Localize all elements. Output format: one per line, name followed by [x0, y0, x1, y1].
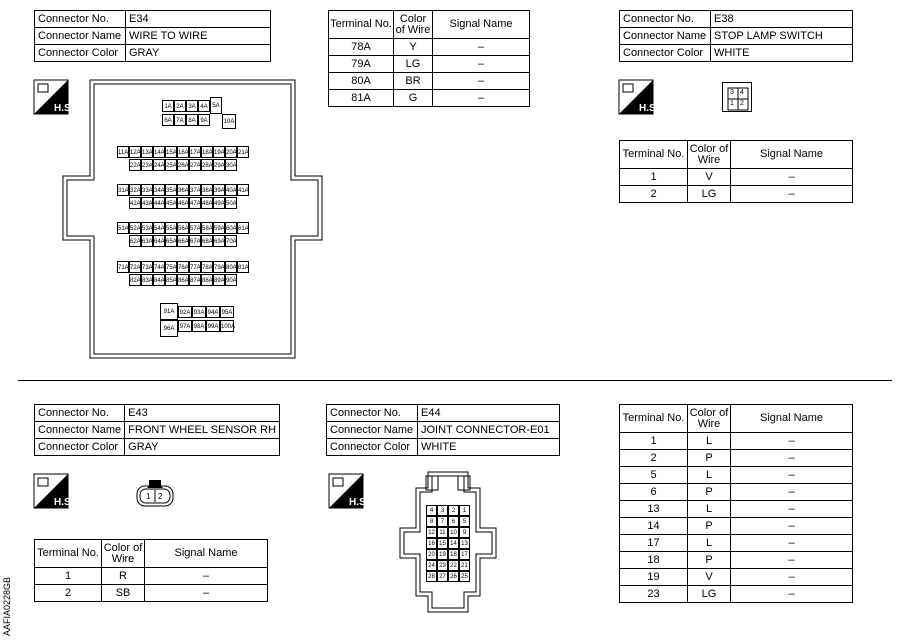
pin-label: 79A	[213, 261, 225, 273]
e38-connector-color: WHITE	[711, 45, 853, 62]
terminal-no-header: Terminal No.	[620, 405, 688, 433]
pin-label: 75A	[165, 261, 177, 273]
svg-text:H.S.: H.S.	[54, 103, 74, 114]
pin-label: 10	[448, 527, 459, 538]
terminal-no: 17	[620, 535, 688, 552]
pin-label: 16A	[177, 146, 189, 158]
pin-label: 83A	[141, 274, 153, 286]
pin-label: 45A	[165, 197, 177, 209]
e43-info-table	[34, 404, 280, 456]
pin-label: 72A	[129, 261, 141, 273]
terminal-row	[329, 73, 530, 90]
terminal-color: LG	[394, 56, 433, 73]
pin-label: 14A	[153, 146, 165, 158]
e34-info-table	[34, 10, 271, 62]
e44-info-table	[326, 404, 560, 456]
e38-connector-no: E38	[711, 11, 853, 28]
pin-label: 3	[437, 505, 448, 516]
pin-label: 52A	[129, 222, 141, 234]
pin-label: 1	[730, 100, 734, 107]
terminal-color: P	[688, 450, 731, 467]
terminal-no: 13	[620, 501, 688, 518]
label: Connector No.	[35, 11, 126, 28]
terminal-signal: –	[731, 169, 853, 186]
label: Connector Name	[35, 28, 126, 45]
pin-label: 47A	[189, 197, 201, 209]
terminal-signal: –	[433, 73, 530, 90]
pin-label: 59A	[213, 222, 225, 234]
pin-label: 42A	[129, 197, 141, 209]
terminal-no: 19	[620, 569, 688, 586]
pin-label: 14	[448, 538, 459, 549]
terminal-no: 80A	[329, 73, 394, 90]
color-of-wire-header: Color of Wire	[102, 540, 145, 568]
pin-label: 37A	[189, 184, 201, 196]
pin-label: 17A	[189, 146, 201, 158]
terminal-row	[620, 535, 853, 552]
label: Connector Name	[327, 422, 418, 439]
terminal-signal: –	[731, 569, 853, 586]
pin-label: 28	[426, 571, 437, 582]
pin-label: 36A	[177, 184, 189, 196]
pin-label: 39A	[213, 184, 225, 196]
terminal-signal: –	[433, 90, 530, 107]
pin-label: 30A	[225, 159, 237, 171]
e44-connector-name: JOINT CONNECTOR-E01	[418, 422, 560, 439]
terminal-signal: –	[731, 552, 853, 569]
terminal-row	[620, 501, 853, 518]
pin-label: 7A	[174, 114, 186, 126]
terminal-row	[329, 39, 530, 56]
label: Connector No.	[620, 11, 711, 28]
pin-label: 97A	[178, 320, 192, 332]
terminal-no: 1	[35, 568, 102, 585]
e44-connector-no: E44	[418, 405, 560, 422]
pin-label: 94A	[206, 306, 220, 318]
pin-label: 80A	[225, 261, 237, 273]
pin-label: 43A	[141, 197, 153, 209]
pin-label: 1A	[162, 100, 174, 112]
color-of-wire-header: Color of Wire	[394, 11, 433, 39]
e43-terminal-table	[34, 539, 268, 602]
label: Connector Color	[35, 439, 125, 456]
pin-label: 78A	[201, 261, 213, 273]
pin-label: 2A	[174, 100, 186, 112]
terminal-signal: –	[731, 433, 853, 450]
pin-label: 23A	[141, 159, 153, 171]
e43-connector-color: GRAY	[125, 439, 280, 456]
pin-label: 5A	[210, 97, 222, 114]
terminal-color: L	[688, 535, 731, 552]
terminal-row	[620, 484, 853, 501]
terminal-color: BR	[394, 73, 433, 90]
pin-label: 3	[730, 89, 734, 96]
pin-label: 99A	[206, 320, 220, 332]
terminal-color: P	[688, 552, 731, 569]
pin-label: 96A	[160, 320, 178, 337]
pin-label: 92A	[178, 306, 192, 318]
terminal-no: 2	[620, 186, 688, 203]
pin-label: 48A	[201, 197, 213, 209]
label: Connector Name	[620, 28, 711, 45]
pin-label: 13A	[141, 146, 153, 158]
e38-terminal-table	[619, 140, 853, 203]
pin-label: 53A	[141, 222, 153, 234]
terminal-color: SB	[102, 585, 145, 602]
pin-label: 51A	[117, 222, 129, 234]
pin-label: 64A	[153, 235, 165, 247]
pin-label: 12	[426, 527, 437, 538]
pin-label: 55A	[165, 222, 177, 234]
terminal-color: P	[688, 484, 731, 501]
pin-label: 71A	[117, 261, 129, 273]
terminal-signal: –	[731, 467, 853, 484]
terminal-color: L	[688, 467, 731, 484]
svg-text:H.S.: H.S.	[639, 103, 659, 114]
pin-label: 49A	[213, 197, 225, 209]
pin-label: 8A	[186, 114, 198, 126]
label: Connector Name	[35, 422, 125, 439]
pin-label: 46A	[177, 197, 189, 209]
label: Connector No.	[35, 405, 125, 422]
pin-label: 4	[740, 89, 744, 96]
terminal-no: 79A	[329, 56, 394, 73]
terminal-color: P	[688, 518, 731, 535]
e43-connector-no: E43	[125, 405, 280, 422]
hs-icon	[329, 474, 369, 508]
terminal-signal: –	[145, 568, 268, 585]
pin-label: 6A	[162, 114, 174, 126]
terminal-color: LG	[688, 186, 731, 203]
pin-label: 15A	[165, 146, 177, 158]
label: Connector Color	[35, 45, 126, 62]
pin-label: 58A	[201, 222, 213, 234]
pin-label: 27A	[189, 159, 201, 171]
pin-label: 68A	[201, 235, 213, 247]
pin-label: 73A	[141, 261, 153, 273]
pin-label: 7	[437, 516, 448, 527]
pin-label: 34A	[153, 184, 165, 196]
pin-label: 81A	[237, 261, 249, 273]
terminal-color: G	[394, 90, 433, 107]
label: Connector Color	[327, 439, 418, 456]
terminal-no: 78A	[329, 39, 394, 56]
svg-text:H.S.: H.S.	[54, 497, 74, 508]
terminal-signal: –	[433, 56, 530, 73]
pin-label: 70A	[225, 235, 237, 247]
terminal-signal: –	[731, 186, 853, 203]
pin-label: 77A	[189, 261, 201, 273]
pin-label: 28A	[201, 159, 213, 171]
terminal-no: 18	[620, 552, 688, 569]
pin-label: 61A	[237, 222, 249, 234]
pin-label: 93A	[192, 306, 206, 318]
pin-label: 60A	[225, 222, 237, 234]
e44-terminal-table	[619, 404, 853, 603]
pin-label: 22	[448, 560, 459, 571]
pin-label: 9A	[198, 114, 210, 126]
terminal-no-header: Terminal No.	[329, 11, 394, 39]
terminal-row	[620, 518, 853, 535]
e44-connector-diagram	[396, 468, 500, 616]
pin-label: 9	[459, 527, 470, 538]
terminal-no: 1	[620, 169, 688, 186]
pin-label: 40A	[225, 184, 237, 196]
pin-label: 57A	[189, 222, 201, 234]
pin-label: 63A	[141, 235, 153, 247]
pin-label: 38A	[201, 184, 213, 196]
pin-label: 21A	[237, 146, 249, 158]
pin-label: 16	[426, 538, 437, 549]
label: Connector Color	[620, 45, 711, 62]
pin-label: 88A	[201, 274, 213, 286]
pin-label: 33A	[141, 184, 153, 196]
pin-label: 50A	[225, 197, 237, 209]
pin-label: 8	[426, 516, 437, 527]
pin-label: 35A	[165, 184, 177, 196]
pin-label: 27	[437, 571, 448, 582]
terminal-color: V	[688, 169, 731, 186]
terminal-no: 81A	[329, 90, 394, 107]
pin-label: 26A	[177, 159, 189, 171]
e43-connector-diagram	[135, 476, 175, 508]
pin-label: 54A	[153, 222, 165, 234]
pin-label: 4A	[198, 100, 210, 112]
terminal-color: LG	[688, 586, 731, 603]
terminal-signal: –	[731, 518, 853, 535]
pin-label: 19A	[213, 146, 225, 158]
terminal-row	[620, 186, 853, 203]
section-divider	[18, 380, 892, 381]
label: Connector No.	[327, 405, 418, 422]
terminal-no-header: Terminal No.	[620, 141, 688, 169]
pin-label: 31A	[117, 184, 129, 196]
hs-icon	[34, 474, 74, 508]
pin-label: 65A	[165, 235, 177, 247]
terminal-signal: –	[731, 484, 853, 501]
pin-label: 19	[437, 549, 448, 560]
pin-label: 2	[448, 505, 459, 516]
signal-name-header: Signal Name	[731, 405, 853, 433]
terminal-color: R	[102, 568, 145, 585]
pin-label: 13	[459, 538, 470, 549]
figure-id: AAFIA0228GB	[2, 576, 12, 636]
pin-label: 90A	[225, 274, 237, 286]
pin-label: 26	[448, 571, 459, 582]
pin-label: 66A	[177, 235, 189, 247]
terminal-no-header: Terminal No.	[35, 540, 102, 568]
terminal-no: 23	[620, 586, 688, 603]
terminal-row	[620, 467, 853, 484]
terminal-color: Y	[394, 39, 433, 56]
pin-label: 1	[146, 492, 151, 501]
pin-label: 11A	[117, 146, 129, 158]
signal-name-header: Signal Name	[433, 11, 530, 39]
e34-connector-diagram	[60, 80, 326, 360]
pin-label: 1	[459, 505, 470, 516]
e43-connector-name: FRONT WHEEL SENSOR RH	[125, 422, 280, 439]
hs-icon	[619, 80, 659, 114]
pin-label: 95A	[220, 306, 234, 318]
terminal-no: 14	[620, 518, 688, 535]
e34-connector-name: WIRE TO WIRE	[126, 28, 271, 45]
terminal-no: 2	[35, 585, 102, 602]
terminal-signal: –	[731, 501, 853, 518]
pin-label: 62A	[129, 235, 141, 247]
signal-name-header: Signal Name	[731, 141, 853, 169]
pin-label: 29A	[213, 159, 225, 171]
pin-label: 15	[437, 538, 448, 549]
svg-text:H.S.: H.S.	[349, 497, 369, 508]
pin-label: 32A	[129, 184, 141, 196]
pin-label: 76A	[177, 261, 189, 273]
pin-label: 84A	[153, 274, 165, 286]
pin-label: 20A	[225, 146, 237, 158]
pin-label: 18A	[201, 146, 213, 158]
terminal-no: 2	[620, 450, 688, 467]
terminal-signal: –	[731, 450, 853, 467]
pin-label: 2	[740, 100, 744, 107]
pin-label: 21	[459, 560, 470, 571]
terminal-row	[620, 450, 853, 467]
pin-label: 74A	[153, 261, 165, 273]
terminal-row	[329, 56, 530, 73]
e34-terminal-table	[328, 10, 530, 107]
pin-label: 25	[459, 571, 470, 582]
terminal-color: V	[688, 569, 731, 586]
pin-label: 10A	[222, 114, 236, 129]
e44-connector-color: WHITE	[418, 439, 560, 456]
pin-label: 100A	[220, 320, 234, 332]
pin-label: 89A	[213, 274, 225, 286]
terminal-row	[329, 90, 530, 107]
terminal-row	[35, 585, 268, 602]
terminal-signal: –	[731, 535, 853, 552]
pin-label: 20	[426, 549, 437, 560]
pin-label: 22A	[129, 159, 141, 171]
pin-label: 44A	[153, 197, 165, 209]
terminal-row	[620, 169, 853, 186]
e34-connector-color: GRAY	[126, 45, 271, 62]
terminal-no: 6	[620, 484, 688, 501]
pin-label: 24A	[153, 159, 165, 171]
terminal-row	[620, 586, 853, 603]
pin-label: 18	[448, 549, 459, 560]
terminal-row	[35, 568, 268, 585]
pin-label: 17	[459, 549, 470, 560]
terminal-row	[620, 433, 853, 450]
signal-name-header: Signal Name	[145, 540, 268, 568]
terminal-signal: –	[731, 586, 853, 603]
pin-label: 85A	[165, 274, 177, 286]
pin-label: 69A	[213, 235, 225, 247]
pin-label: 67A	[189, 235, 201, 247]
e38-connector-diagram	[722, 82, 752, 112]
terminal-row	[620, 552, 853, 569]
pin-label: 12A	[129, 146, 141, 158]
pin-label: 86A	[177, 274, 189, 286]
pin-label: 87A	[189, 274, 201, 286]
e38-info-table	[619, 10, 853, 62]
pin-label: 2	[158, 492, 163, 501]
terminal-signal: –	[145, 585, 268, 602]
pin-label: 91A	[160, 303, 178, 320]
color-of-wire-header: Color of Wire	[688, 405, 731, 433]
terminal-signal: –	[433, 39, 530, 56]
pin-label: 5	[459, 516, 470, 527]
terminal-row	[620, 569, 853, 586]
pin-label: 56A	[177, 222, 189, 234]
pin-label: 82A	[129, 274, 141, 286]
pin-label: 24	[426, 560, 437, 571]
color-of-wire-header: Color of Wire	[688, 141, 731, 169]
terminal-no: 1	[620, 433, 688, 450]
terminal-color: L	[688, 433, 731, 450]
terminal-no: 5	[620, 467, 688, 484]
pin-label: 23	[437, 560, 448, 571]
e38-connector-name: STOP LAMP SWITCH	[711, 28, 853, 45]
pin-label: 98A	[192, 320, 206, 332]
pin-label: 4	[426, 505, 437, 516]
e34-connector-no: E34	[126, 11, 271, 28]
pin-label: 25A	[165, 159, 177, 171]
pin-label: 6	[448, 516, 459, 527]
pin-label: 11	[437, 527, 448, 538]
pin-label: 41A	[237, 184, 249, 196]
terminal-color: L	[688, 501, 731, 518]
pin-label: 3A	[186, 100, 198, 112]
